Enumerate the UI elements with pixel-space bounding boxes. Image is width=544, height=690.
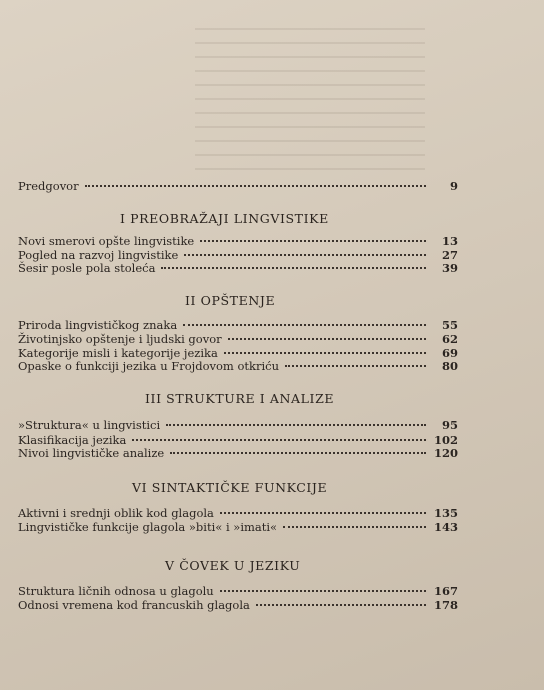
- toc-entry-title: Životinjsko opštenje i ljudski govor: [18, 332, 222, 346]
- section-heading: VI SINTAKTIČKE FUNKCIJE: [132, 480, 328, 495]
- toc-entry-title: Šesir posle pola stoleća: [18, 261, 156, 275]
- dot-leader: [256, 604, 426, 606]
- toc-entry-title: Aktivni i srednji oblik kod glagola: [18, 506, 214, 520]
- toc-entry-title: Novi smerovi opšte lingvistike: [18, 234, 195, 248]
- toc-entry-page: 80: [441, 359, 458, 373]
- toc-entry-page: 62: [441, 332, 458, 346]
- toc-entry-title: Struktura ličnih odnosa u glagolu: [18, 584, 214, 598]
- toc-entry-preface: [18, 179, 458, 195]
- bleed-through-text: [195, 20, 425, 170]
- toc-entry-page: 102: [433, 433, 458, 447]
- toc-entry-title: Kategorije misli i kategorije jezika: [18, 346, 218, 360]
- section-heading: II OPŠTENJE: [185, 293, 276, 308]
- toc-entry-title: »Struktura« u lingvistici: [18, 418, 161, 432]
- section-heading: V ČOVEK U JEZIKU: [165, 558, 301, 573]
- section-heading: I PREOBRAŽAJI LINGVISTIKE: [120, 211, 329, 226]
- dot-leader: [132, 439, 426, 441]
- toc-entry-page: 143: [433, 520, 458, 534]
- dot-leader: [170, 452, 426, 454]
- toc-entry-page: 120: [433, 446, 458, 460]
- toc-entry-page: 55: [441, 318, 458, 332]
- dot-leader: [184, 254, 426, 256]
- dot-leader: [166, 424, 426, 426]
- dot-leader: [285, 365, 426, 367]
- toc-entry-title: Predgovor: [18, 179, 79, 193]
- dot-leader: [228, 338, 426, 340]
- toc-entry-title: Priroda lingvističkog znaka: [18, 318, 178, 332]
- toc-entry-title: Nivoi lingvističke analize: [18, 446, 165, 460]
- toc-entry-page: 39: [441, 261, 458, 275]
- toc-entry-page: 167: [433, 584, 458, 598]
- toc-entry-title: Lingvističke funkcije glagola »biti« i »imati«: [18, 520, 278, 534]
- toc-entry-page: 13: [441, 234, 458, 248]
- toc-entry-page: 9: [449, 179, 458, 193]
- toc-entry: [18, 418, 458, 434]
- toc-entry: [18, 359, 458, 375]
- toc-entry-page: 135: [433, 506, 458, 520]
- dot-leader: [161, 267, 426, 269]
- toc-entry-page: 27: [441, 248, 458, 262]
- dot-leader: [200, 240, 426, 242]
- dot-leader: [220, 512, 426, 514]
- toc-entry: [18, 261, 458, 277]
- toc-entry-title: Klasifikacija jezika: [18, 433, 127, 447]
- toc-entry-page: 95: [441, 418, 458, 432]
- section-heading: III STRUKTURE I ANALIZE: [145, 391, 335, 406]
- toc-entry: [18, 520, 458, 536]
- toc-entry-title: Pogled na razvoj lingvistike: [18, 248, 179, 262]
- toc-entry-title: Odnosi vremena kod francuskih glagola: [18, 598, 250, 612]
- dot-leader: [224, 352, 426, 354]
- toc-entry-title: Opaske o funkciji jezika u Frojdovom otkriću: [18, 359, 280, 373]
- toc-entry: [18, 446, 458, 462]
- dot-leader: [183, 324, 426, 326]
- dot-leader: [283, 526, 426, 528]
- dot-leader: [85, 185, 426, 187]
- toc-entry-page: 69: [441, 346, 458, 360]
- toc-entry-page: 178: [433, 598, 458, 612]
- toc-entry: [18, 598, 458, 614]
- dot-leader: [220, 590, 426, 592]
